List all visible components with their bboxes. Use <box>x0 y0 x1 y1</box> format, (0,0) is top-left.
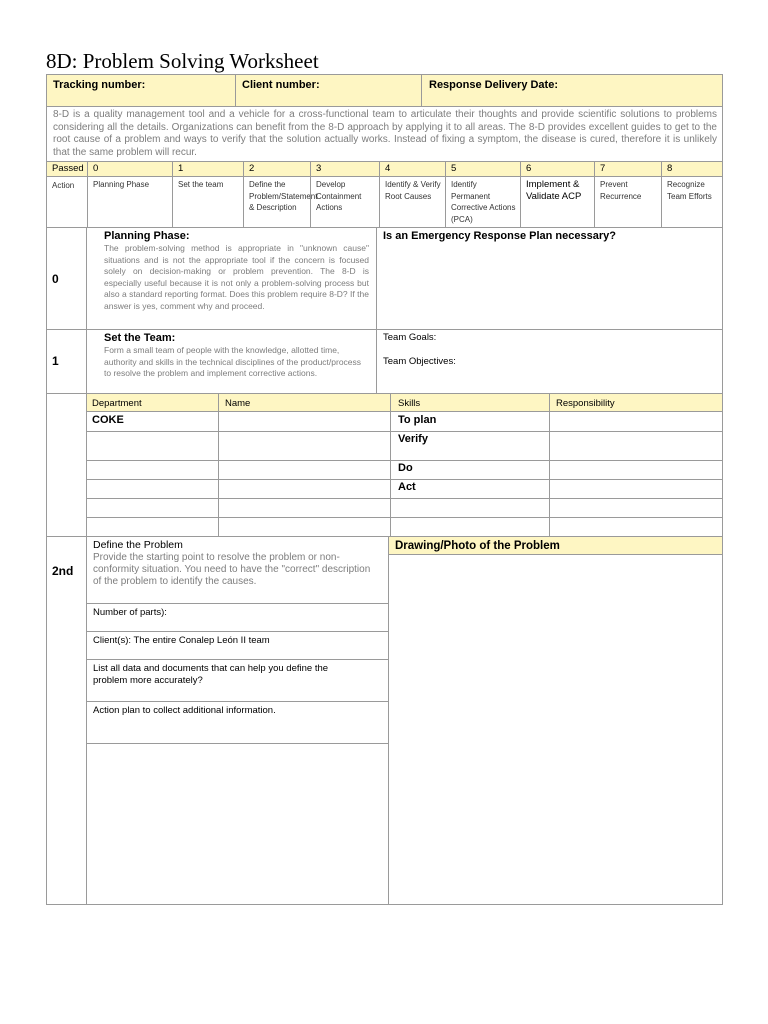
section-0-number: 0 <box>52 272 59 286</box>
step-action-8: Recognize Team Efforts <box>667 180 712 201</box>
section-0-title: Planning Phase: <box>104 230 190 242</box>
step-number-6: 6 <box>526 163 532 174</box>
response-date-cell[interactable] <box>421 74 723 107</box>
step-action-1: Set the team <box>178 180 224 189</box>
step-number-1: 1 <box>178 163 184 174</box>
clients-label: Client(s): The entire Conalep León II team <box>93 635 270 646</box>
team-skill-4: Act <box>398 481 416 493</box>
steps-column-divider <box>445 161 446 228</box>
steps-column-divider <box>379 161 380 228</box>
steps-table <box>46 161 723 228</box>
page-title: 8D: Problem Solving Worksheet <box>46 49 319 73</box>
steps-column-divider <box>594 161 595 228</box>
response-date-label: Response Delivery Date: <box>429 79 558 91</box>
section-2-body: Provide the starting point to resolve the problem or non-conformity situation. You need to have the "correct" description of the problem to identify the causes. <box>93 552 371 587</box>
steps-column-divider <box>520 161 521 228</box>
section-1-body: Form a small team of people with the knowledge, allotted time, authority and skills in the technical disciplines of the product/process to resolve the problem and implement corrective actions. <box>104 345 362 378</box>
tracking-number-label: Tracking number: <box>53 79 146 91</box>
step-number-7: 7 <box>600 163 606 174</box>
team-skill-1: To plan <box>398 414 437 426</box>
client-number-label: Client number: <box>242 79 320 91</box>
step-action-2: Define the Problem/Statement & Description <box>249 180 318 212</box>
step-number-5: 5 <box>451 163 457 174</box>
team-skill-2: Verify <box>398 433 428 445</box>
steps-column-divider <box>310 161 311 228</box>
section-1-number: 1 <box>52 354 59 368</box>
data-documents-label: List all data and documents that can help you define the problem more accurately? <box>93 663 329 686</box>
step-action-4: Identify & Verify Root Causes <box>385 180 441 201</box>
step-number-3: 3 <box>316 163 322 174</box>
steps-column-divider <box>243 161 244 228</box>
emergency-plan-question: Is an Emergency Response Plan necessary? <box>383 230 616 242</box>
team-skill-3: Do <box>398 462 413 474</box>
intro-text: 8-D is a quality management tool and a vehicle for a cross-functional team to articulate their thoughts and provide scientific solutions to problems considering all the details. Organizations can benefit from the 8-D approach by applying it to all areas. The 8-D provides excellent guides to get to the root cause of a problem and ways to verify that the solution actually works. Instead of fixing a symptom, the disease is cured, therefore it is unlikely that the same problem will recur. <box>53 109 717 158</box>
section-1-title: Set the Team: <box>104 332 176 344</box>
tracking-number-cell[interactable] <box>46 74 236 107</box>
step-action-6: Implement & Validate ACP <box>526 179 582 202</box>
steps-column-divider <box>661 161 662 228</box>
section-0-body: The problem-solving method is appropriate in "unknown cause" situations and is not the appropriate tool if the concern is focused solely on decision-making or problem prevention. The 8-D is especially useful because it is not only a problem-solving process but also a standard reporting format. Does this problem require 8-D? If the answer is yes, comment why and proceed. <box>104 243 369 311</box>
steps-column-divider <box>172 161 173 228</box>
section-2-title: Define the Problem <box>93 539 183 551</box>
step-action-5: Identify Permanent Corrective Actions (PCA) <box>451 180 516 224</box>
drawing-header <box>389 537 722 555</box>
step-action-0: Planning Phase <box>93 180 150 189</box>
steps-column-divider <box>87 161 88 228</box>
drawing-area[interactable] <box>389 556 722 904</box>
step-action-7: Prevent Recurrence <box>600 180 642 201</box>
passed-label: Passed <box>52 163 84 174</box>
action-label: Action <box>52 181 75 190</box>
intro-cell <box>46 106 723 162</box>
step-number-0: 0 <box>93 163 99 174</box>
emergency-plan-answer[interactable] <box>383 246 718 326</box>
team-objectives-label: Team Objectives: <box>383 356 456 367</box>
step-number-4: 4 <box>385 163 391 174</box>
step-action-3: Develop Containment Actions <box>316 180 362 212</box>
drawing-label: Drawing/Photo of the Problem <box>395 540 560 552</box>
client-number-cell[interactable] <box>235 74 422 107</box>
step-number-2: 2 <box>249 163 255 174</box>
team-header-responsibility: Responsibility <box>556 398 615 409</box>
team-goals-label: Team Goals: <box>383 332 437 343</box>
team-header-skills: Skills <box>398 398 421 409</box>
number-of-parts-label: Number of parts): <box>93 607 167 618</box>
section-2-number: 2nd <box>52 564 74 578</box>
team-header-department: Department <box>92 398 142 409</box>
team-table <box>46 393 723 537</box>
step-number-8: 8 <box>667 163 673 174</box>
team-department-value: COKE <box>92 414 124 426</box>
team-header-name: Name <box>225 398 251 409</box>
action-plan-label: Action plan to collect additional information. <box>93 705 276 716</box>
